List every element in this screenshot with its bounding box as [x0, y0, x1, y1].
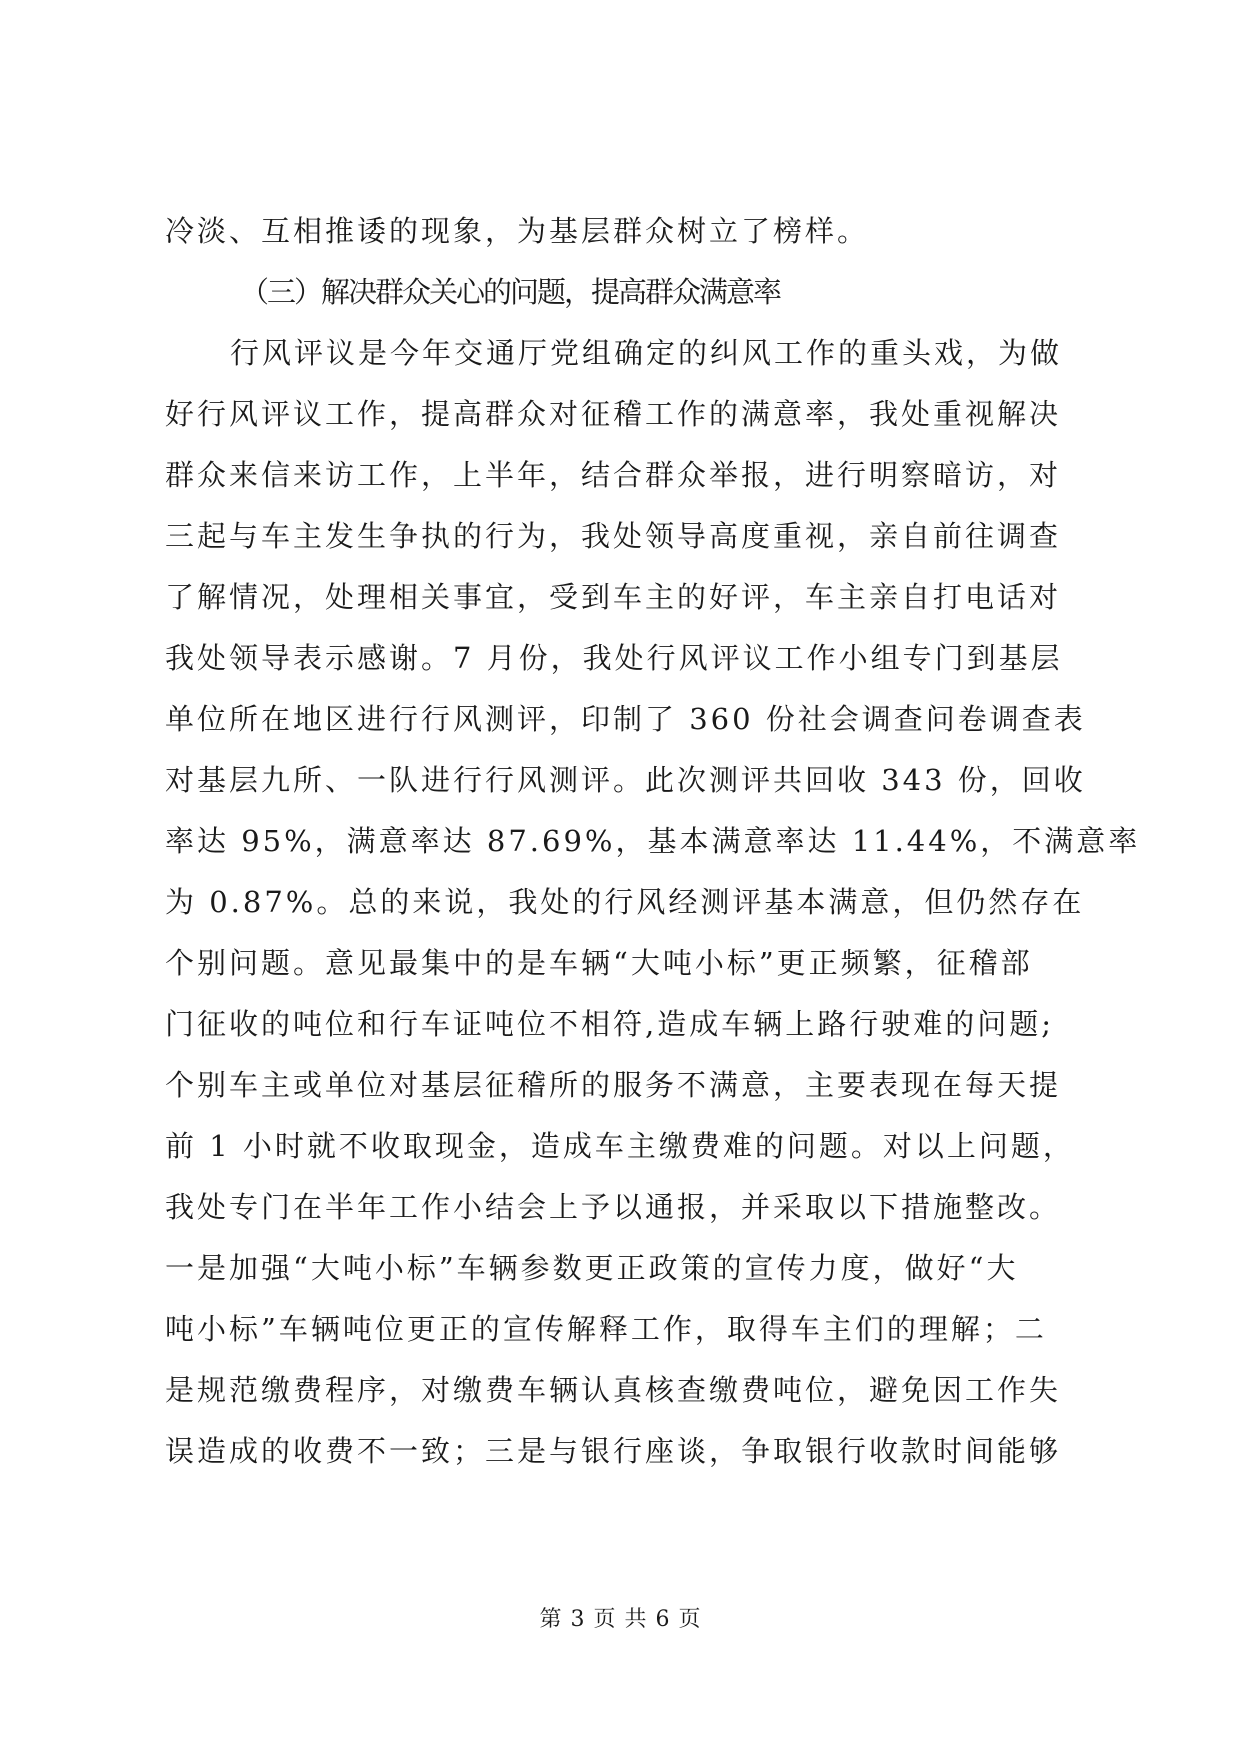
body-line: 个别问题。意见最集中的是车辆“大吨小标”更正频繁，征稽部	[165, 946, 1033, 980]
body-line: 单位所在地区进行行风测评，印制了 360 份社会调查问卷调查表	[165, 702, 1086, 736]
body-line: 吨小标”车辆吨位更正的宣传解释工作，取得车主们的理解；二	[165, 1312, 1047, 1346]
body-line: 群众来信来访工作，上半年，结合群众举报，进行明察暗访，对	[165, 458, 1062, 492]
body-line: 为 0.87%。总的来说，我处的行风经测评基本满意，但仍然存在	[165, 885, 1085, 919]
body-line: 行风评议是今年交通厅党组确定的纠风工作的重头戏，为做	[230, 336, 1063, 370]
body-line: 好行风评议工作，提高群众对征稽工作的满意率，我处重视解决	[165, 397, 1062, 431]
body-line: 了解情况，处理相关事宜，受到车主的好评，车主亲自打电话对	[165, 580, 1062, 614]
body-line: 冷淡、互相推诿的现象，为基层群众树立了榜样。	[165, 214, 870, 248]
body-line: 误造成的收费不一致；三是与银行座谈，争取银行收款时间能够	[165, 1434, 1062, 1468]
body-line: 三起与车主发生争执的行为，我处领导高度重视，亲自前往调查	[165, 519, 1062, 553]
body-line: 对基层九所、一队进行行风测评。此次测评共回收 343 份，回收	[165, 763, 1086, 797]
body-line: 是规范缴费程序，对缴费车辆认真核查缴费吨位，避免因工作失	[165, 1373, 1062, 1407]
section-heading: （三）解决群众关心的问题，提高群众满意率	[240, 275, 781, 309]
body-line: 个别车主或单位对基层征稽所的服务不满意，主要表现在每天提	[165, 1068, 1062, 1102]
body-line: 门征收的吨位和行车证吨位不相符,造成车辆上路行驶难的问题;	[165, 1007, 1054, 1041]
page-number-footer: 第 3 页 共 6 页	[539, 1607, 702, 1632]
body-line: 一是加强“大吨小标”车辆参数更正政策的宣传力度，做好“大	[165, 1251, 1019, 1285]
body-line: 我处领导表示感谢。7 月份，我处行风评议工作小组专门到基层	[165, 641, 1063, 675]
body-line: 我处专门在半年工作小结会上予以通报，并采取以下措施整改。	[165, 1190, 1062, 1224]
body-line: 率达 95%，满意率达 87.69%，基本满意率达 11.44%，不满意率	[165, 824, 1141, 858]
body-line: 前 1 小时就不收取现金，造成车主缴费难的问题。对以上问题，	[165, 1129, 1075, 1163]
